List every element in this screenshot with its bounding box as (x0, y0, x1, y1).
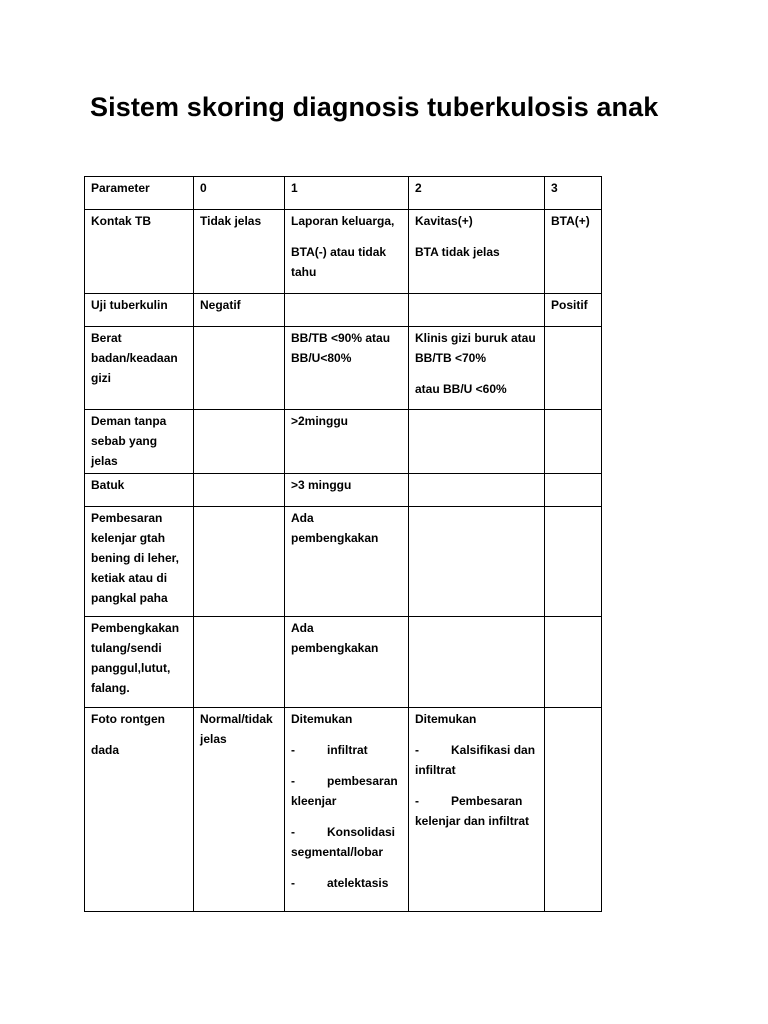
score-1-cell (285, 474, 409, 507)
score-3-cell (545, 410, 602, 474)
table-row (85, 708, 602, 912)
cell-text: Pembesaran kelenjar gtah bening di leher, ketiak atau di pangkal paha (91, 511, 180, 605)
header-cell-score-3: 3 (545, 177, 602, 210)
cell-text: Ada pembengkakan (291, 621, 379, 655)
cell-text: dada (91, 743, 120, 757)
cell-text: - Kalsifikasi dan infiltrat (415, 743, 536, 777)
score-1-cell (285, 708, 409, 912)
table-row (85, 327, 602, 410)
cell-text: Normal/tidak jelas (200, 712, 273, 746)
page-title: Sistem skoring diagnosis tuberkulosis anak (90, 92, 659, 122)
score-2-cell (409, 507, 545, 617)
parameter-cell (85, 210, 194, 294)
cell-text: BTA(+) (551, 214, 590, 228)
cell-text: Deman tanpa sebab yang jelas (91, 414, 167, 468)
cell-text: Klinis gizi buruk atau BB/TB <70% (415, 331, 536, 365)
score-2-cell (409, 617, 545, 708)
score-2-cell (409, 294, 545, 327)
score-1-cell (285, 410, 409, 474)
score-1-cell (285, 617, 409, 708)
cell-text: Foto rontgen (91, 712, 165, 726)
cell-text: BTA tidak jelas (415, 245, 500, 259)
cell-text: BTA(-) atau tidak tahu (291, 245, 387, 279)
score-0-cell (194, 327, 285, 410)
score-2-cell (409, 210, 545, 294)
score-3-cell (545, 708, 602, 912)
cell-text: Positif (551, 298, 588, 312)
cell-text: BB/TB <90% atau BB/U<80% (291, 331, 391, 365)
cell-text: Batuk (91, 478, 125, 492)
header-cell-score-0: 0 (194, 177, 285, 210)
cell-text: Ada pembengkakan (291, 511, 379, 545)
score-3-cell (545, 474, 602, 507)
score-0-cell (194, 708, 285, 912)
score-2-cell (409, 327, 545, 410)
cell-text: >3 minggu (291, 478, 352, 492)
scoring-table (84, 176, 602, 912)
score-0-cell (194, 507, 285, 617)
table-row (85, 410, 602, 474)
cell-text: Kontak TB (91, 214, 151, 228)
score-2-cell (409, 474, 545, 507)
table-row (85, 617, 602, 708)
score-3-cell (545, 294, 602, 327)
cell-text: Negatif (200, 298, 241, 312)
score-2-cell (409, 708, 545, 912)
header-cell-parameter: Parameter (85, 177, 194, 210)
cell-text: - Konsolidasi segmental/lobar (291, 825, 396, 859)
cell-text: - atelektasis (291, 876, 389, 890)
cell-text: Tidak jelas (200, 214, 262, 228)
cell-text: >2minggu (291, 414, 349, 428)
cell-text: Kavitas(+) (415, 214, 473, 228)
score-1-cell (285, 210, 409, 294)
score-0-cell (194, 210, 285, 294)
score-0-cell (194, 617, 285, 708)
cell-text: Laporan keluarga, (291, 214, 395, 228)
parameter-cell (85, 474, 194, 507)
score-1-cell (285, 327, 409, 410)
score-3-cell (545, 617, 602, 708)
score-0-cell (194, 474, 285, 507)
score-1-cell (285, 507, 409, 617)
cell-text: - pembesaran kleenjar (291, 774, 398, 808)
cell-text: Ditemukan (291, 712, 353, 726)
cell-text: - infiltrat (291, 743, 368, 757)
table-header-row (85, 177, 602, 210)
header-cell-score-1: 1 (285, 177, 409, 210)
parameter-cell (85, 327, 194, 410)
parameter-cell (85, 410, 194, 474)
score-1-cell (285, 294, 409, 327)
score-2-cell (409, 410, 545, 474)
cell-text: - Pembesaran kelenjar dan infiltrat (415, 794, 530, 828)
table-row (85, 474, 602, 507)
cell-text: Pembengkakan tulang/sendi panggul,lutut, falang. (91, 621, 180, 695)
parameter-cell (85, 617, 194, 708)
score-0-cell (194, 294, 285, 327)
score-0-cell (194, 410, 285, 474)
cell-text: Ditemukan (415, 712, 477, 726)
header-cell-score-2: 2 (409, 177, 545, 210)
cell-text: Berat badan/keadaan gizi (91, 331, 178, 385)
score-3-cell (545, 327, 602, 410)
table-row (85, 210, 602, 294)
parameter-cell (85, 708, 194, 912)
score-3-cell (545, 210, 602, 294)
parameter-cell (85, 294, 194, 327)
cell-text: atau BB/U <60% (415, 382, 507, 396)
table-body (85, 210, 602, 912)
cell-text: Uji tuberkulin (91, 298, 168, 312)
parameter-cell (85, 507, 194, 617)
score-3-cell (545, 507, 602, 617)
table-row (85, 507, 602, 617)
table-row (85, 294, 602, 327)
